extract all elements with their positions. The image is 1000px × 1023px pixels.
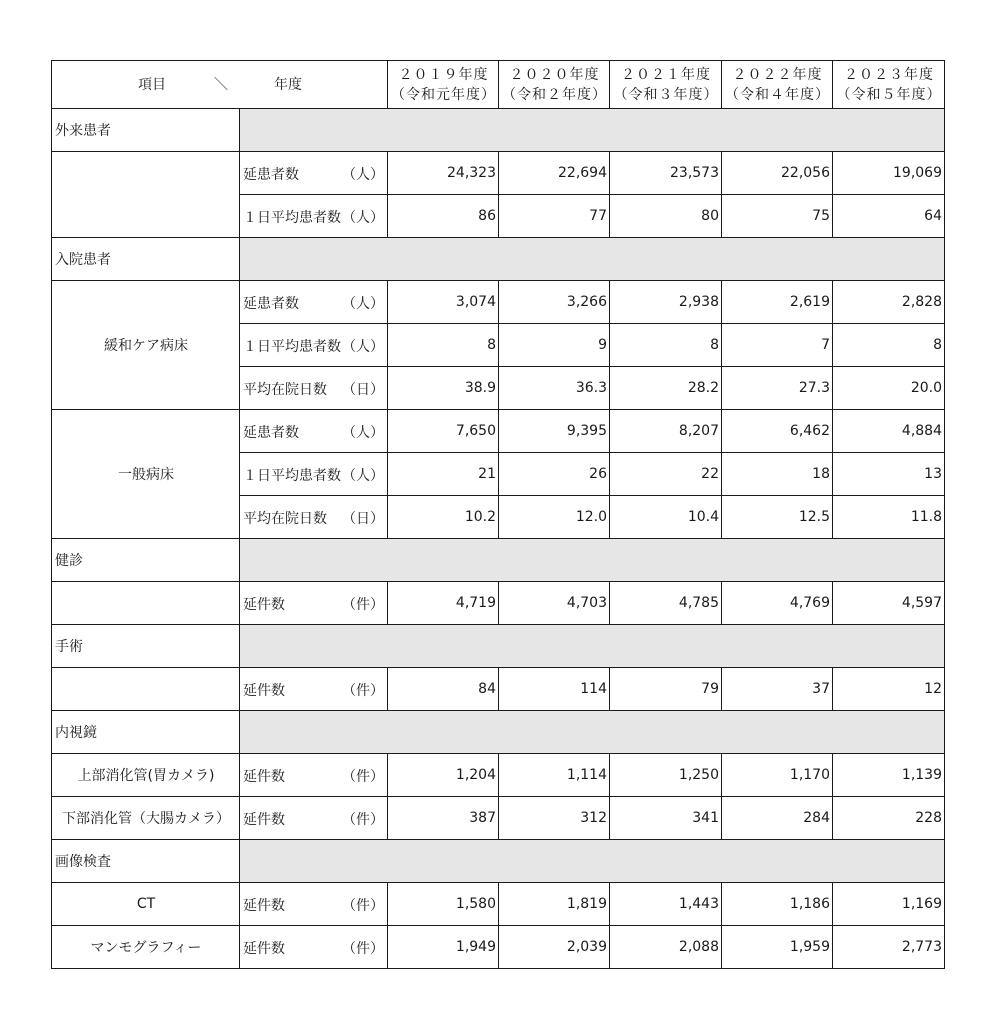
group-cell-surgery (52, 668, 240, 711)
metric-cell: 延患者数 （人） (240, 410, 388, 453)
value-cell: 1,443 (610, 883, 722, 926)
metric-cell: 延患者数 （人） (240, 152, 388, 195)
value-cell: 341 (610, 797, 722, 840)
metric-cell: 延件数 （件） (240, 883, 388, 926)
header-year-label: 年度 (274, 77, 302, 93)
value-cell: 9,395 (499, 410, 610, 453)
metric-cell: 延件数 （件） (240, 668, 388, 711)
table-row (52, 668, 945, 711)
value-cell: 6,462 (722, 410, 833, 453)
value-cell: 37 (722, 668, 833, 711)
group-label-upper-gi: 上部消化管(胃カメラ) (52, 754, 240, 797)
value-cell: 8 (388, 324, 499, 367)
value-cell: 75 (722, 195, 833, 238)
value-cell: 1,819 (499, 883, 610, 926)
value-cell: 24,323 (388, 152, 499, 195)
section-row-checkup (52, 539, 945, 582)
header-item-label: 項目 (138, 77, 166, 93)
section-row-outpatient (52, 109, 945, 152)
value-cell: 1,204 (388, 754, 499, 797)
metric-cell: １日平均患者数 （人） (240, 195, 388, 238)
value-cell: 4,769 (722, 582, 833, 625)
annual-statistics-table (51, 60, 945, 969)
value-cell: 12.0 (499, 496, 610, 539)
value-cell: 1,959 (722, 926, 833, 969)
value-cell: 19,069 (833, 152, 945, 195)
section-fill (240, 109, 945, 152)
value-cell: 114 (499, 668, 610, 711)
section-title-inpatient: 入院患者 (52, 238, 240, 281)
value-cell: 1,949 (388, 926, 499, 969)
group-cell-outpatient (52, 152, 240, 238)
value-cell: 1,114 (499, 754, 610, 797)
table-row (52, 754, 945, 797)
value-cell: 3,074 (388, 281, 499, 324)
table-header-row (52, 61, 945, 109)
value-cell: 21 (388, 453, 499, 496)
section-title-surgery: 手術 (52, 625, 240, 668)
section-title-checkup: 健診 (52, 539, 240, 582)
value-cell: 8 (610, 324, 722, 367)
value-cell: 4,719 (388, 582, 499, 625)
group-cell-checkup (52, 582, 240, 625)
value-cell: 8 (833, 324, 945, 367)
section-row-inpatient (52, 238, 945, 281)
section-row-endoscopy (52, 711, 945, 754)
table-row (52, 582, 945, 625)
header-slash: ＼ (214, 77, 228, 93)
value-cell: 77 (499, 195, 610, 238)
value-cell: 23,573 (610, 152, 722, 195)
metric-cell: 平均在院日数 （日） (240, 367, 388, 410)
header-year-2021: ２０２１年度 （令和３年度） (610, 61, 722, 109)
value-cell: 1,250 (610, 754, 722, 797)
section-fill (240, 539, 945, 582)
value-cell: 12 (833, 668, 945, 711)
value-cell: 228 (833, 797, 945, 840)
value-cell: 1,186 (722, 883, 833, 926)
value-cell: 387 (388, 797, 499, 840)
metric-cell: 延件数 （件） (240, 926, 388, 969)
section-row-imaging (52, 840, 945, 883)
value-cell: 7,650 (388, 410, 499, 453)
value-cell: 4,884 (833, 410, 945, 453)
value-cell: 28.2 (610, 367, 722, 410)
value-cell: 11.8 (833, 496, 945, 539)
value-cell: 10.4 (610, 496, 722, 539)
value-cell: 26 (499, 453, 610, 496)
value-cell: 84 (388, 668, 499, 711)
header-item-year-cell (52, 61, 388, 109)
metric-cell: 延患者数 （人） (240, 281, 388, 324)
value-cell: 2,828 (833, 281, 945, 324)
value-cell: 64 (833, 195, 945, 238)
metric-cell: 延件数 （件） (240, 582, 388, 625)
value-cell: 2,619 (722, 281, 833, 324)
value-cell: 4,785 (610, 582, 722, 625)
metric-cell: １日平均患者数 （人） (240, 453, 388, 496)
value-cell: 2,773 (833, 926, 945, 969)
value-cell: 80 (610, 195, 722, 238)
group-label-ct: CT (52, 883, 240, 926)
header-year-2023: ２０２３年度 （令和５年度） (833, 61, 945, 109)
value-cell: 10.2 (388, 496, 499, 539)
section-title-outpatient: 外来患者 (52, 109, 240, 152)
value-cell: 1,139 (833, 754, 945, 797)
value-cell: 13 (833, 453, 945, 496)
metric-cell: 平均在院日数 （日） (240, 496, 388, 539)
metric-cell: 延件数 （件） (240, 797, 388, 840)
section-title-imaging: 画像検査 (52, 840, 240, 883)
value-cell: 8,207 (610, 410, 722, 453)
value-cell: 284 (722, 797, 833, 840)
value-cell: 22 (610, 453, 722, 496)
section-fill (240, 711, 945, 754)
value-cell: 1,169 (833, 883, 945, 926)
header-year-2022: ２０２２年度 （令和４年度） (722, 61, 833, 109)
value-cell: 22,056 (722, 152, 833, 195)
value-cell: 79 (610, 668, 722, 711)
header-year-2020: ２０２０年度 （令和２年度） (499, 61, 610, 109)
table-row (52, 883, 945, 926)
group-label-lower-gi: 下部消化管（大腸カメラ） (52, 797, 240, 840)
value-cell: 312 (499, 797, 610, 840)
group-label-general: 一般病床 (52, 410, 240, 539)
value-cell: 36.3 (499, 367, 610, 410)
value-cell: 4,703 (499, 582, 610, 625)
section-row-surgery (52, 625, 945, 668)
section-fill (240, 625, 945, 668)
value-cell: 4,597 (833, 582, 945, 625)
header-year-2019: ２０１９年度 （令和元年度） (388, 61, 499, 109)
value-cell: 1,170 (722, 754, 833, 797)
value-cell: 9 (499, 324, 610, 367)
value-cell: 2,088 (610, 926, 722, 969)
section-fill (240, 238, 945, 281)
value-cell: 20.0 (833, 367, 945, 410)
value-cell: 3,266 (499, 281, 610, 324)
value-cell: 7 (722, 324, 833, 367)
value-cell: 22,694 (499, 152, 610, 195)
metric-cell: １日平均患者数 （人） (240, 324, 388, 367)
table-row (52, 281, 945, 324)
table-row (52, 797, 945, 840)
group-label-mammography: マンモグラフィー (52, 926, 240, 969)
metric-cell: 延件数 （件） (240, 754, 388, 797)
group-label-palliative: 緩和ケア病床 (52, 281, 240, 410)
value-cell: 1,580 (388, 883, 499, 926)
value-cell: 2,039 (499, 926, 610, 969)
value-cell: 86 (388, 195, 499, 238)
section-title-endoscopy: 内視鏡 (52, 711, 240, 754)
value-cell: 12.5 (722, 496, 833, 539)
value-cell: 2,938 (610, 281, 722, 324)
table-row (52, 152, 945, 195)
table-row (52, 410, 945, 453)
section-fill (240, 840, 945, 883)
value-cell: 27.3 (722, 367, 833, 410)
statistics-document (51, 60, 945, 969)
table-row (52, 926, 945, 969)
value-cell: 18 (722, 453, 833, 496)
value-cell: 38.9 (388, 367, 499, 410)
